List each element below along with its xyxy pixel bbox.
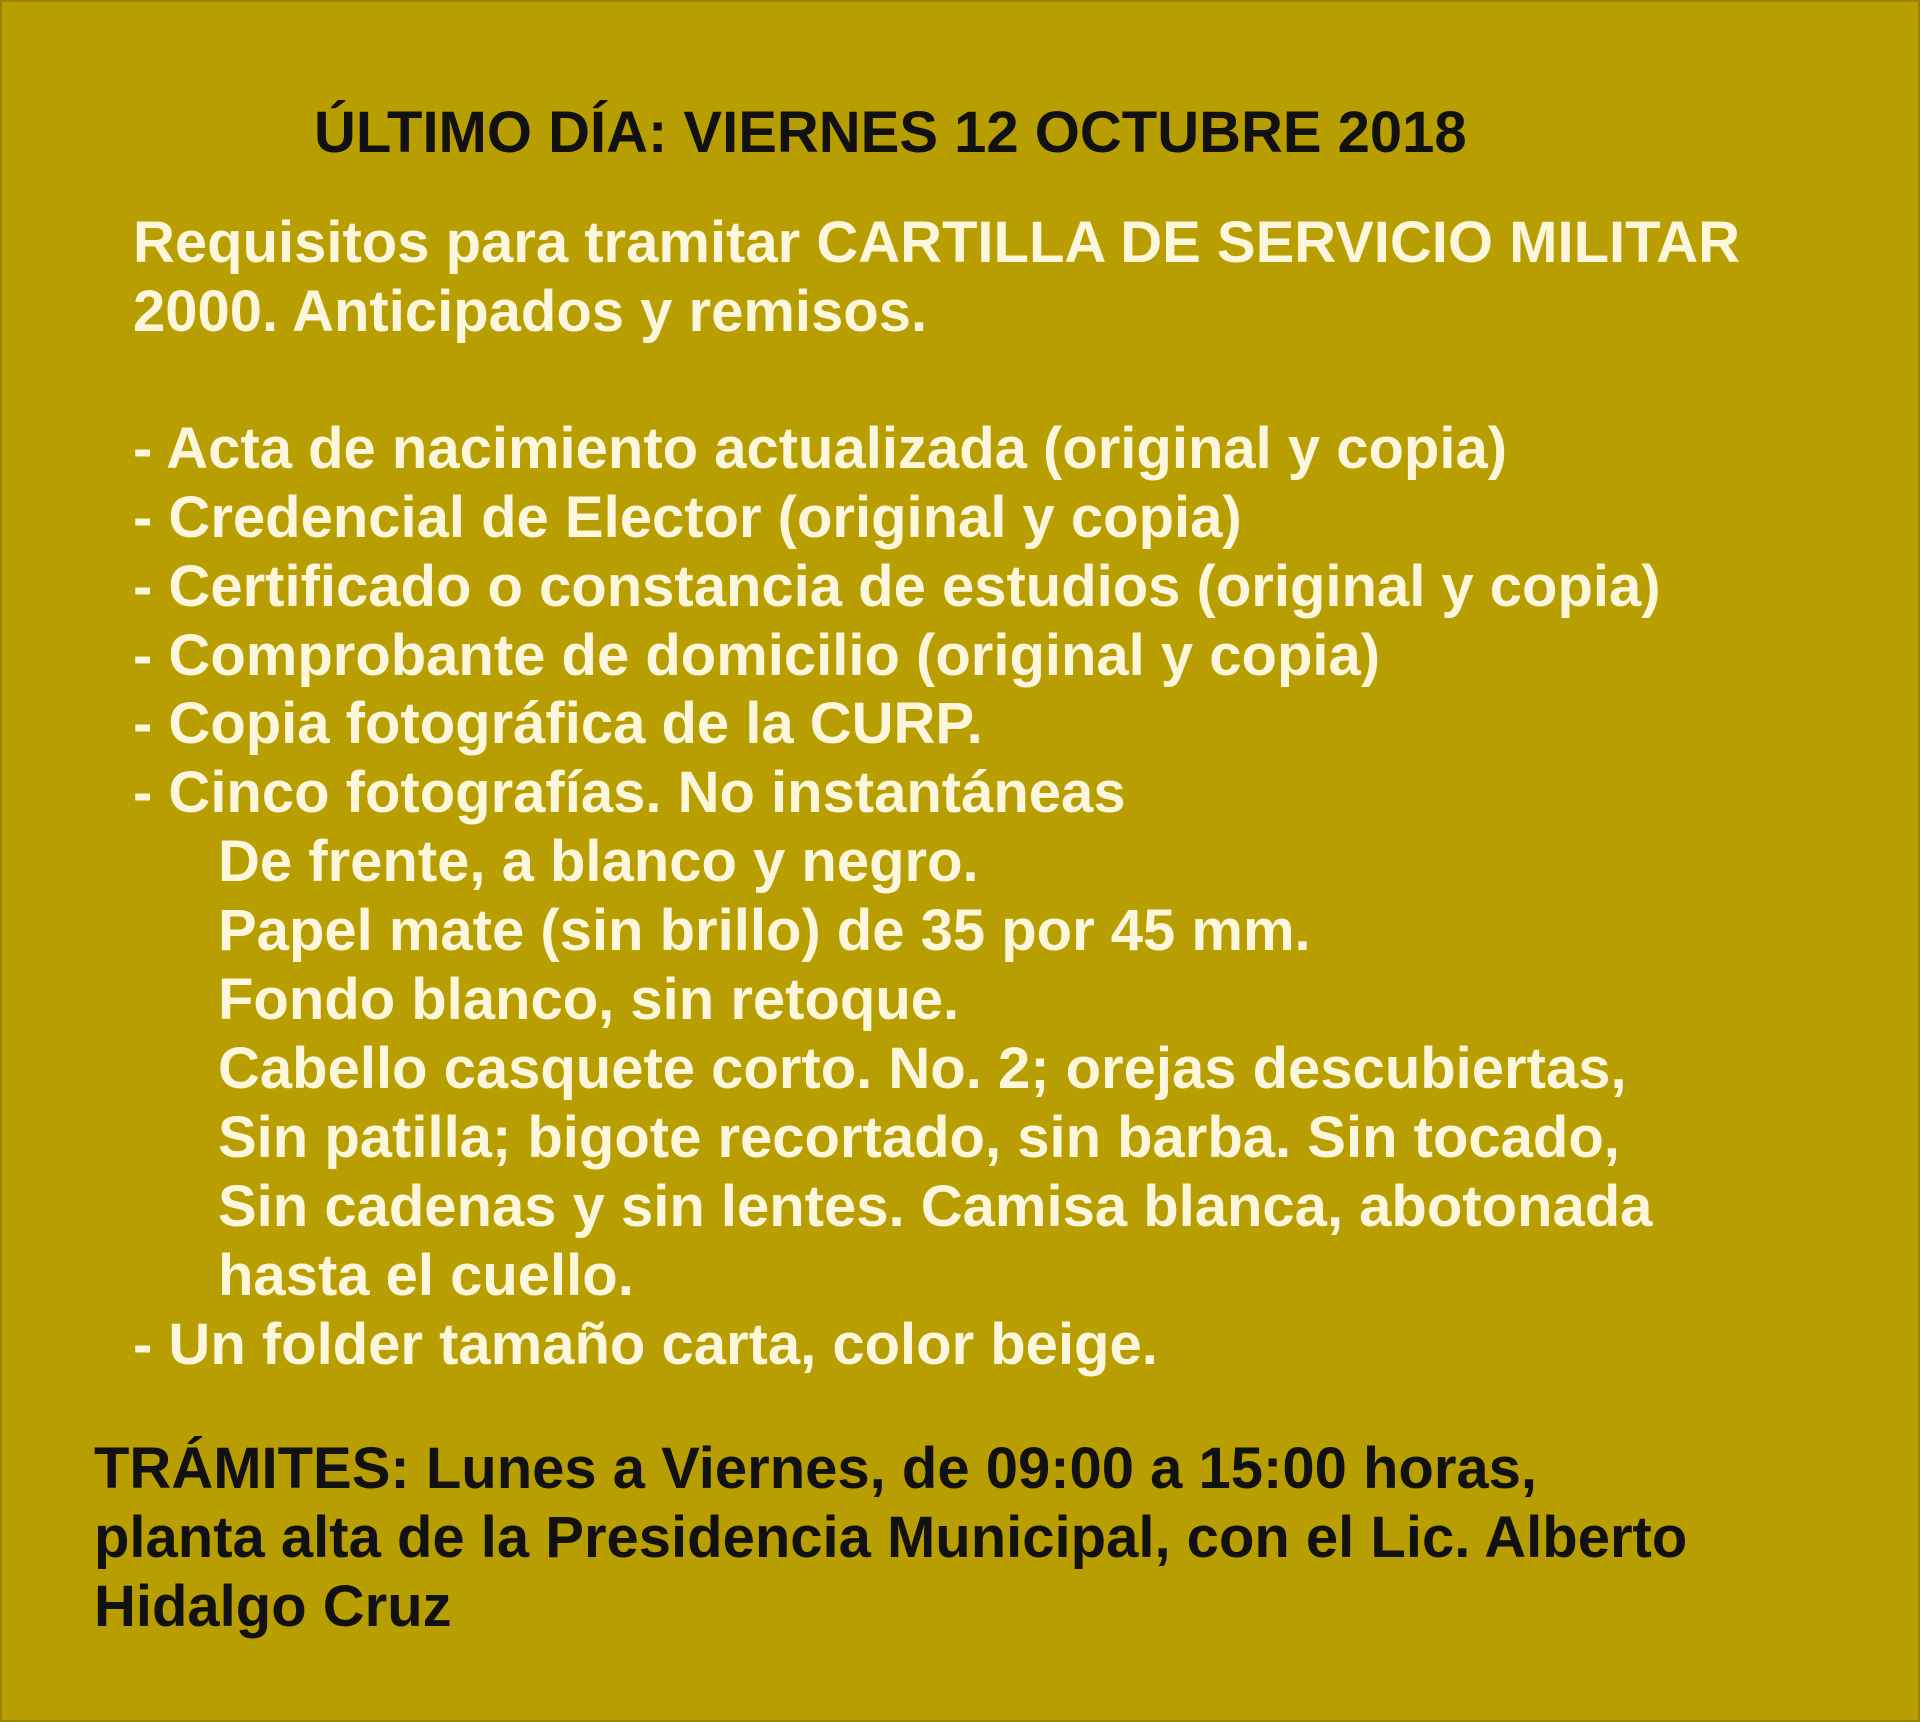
requirement-item: - Copia fotográfica de la CURP.	[133, 691, 983, 756]
photo-detail: Fondo blanco, sin retoque.	[218, 967, 960, 1032]
footer-line-1: TRÁMITES: Lunes a Viernes, de 09:00 a 15:00 horas,	[94, 1436, 1538, 1501]
deadline-heading: ÚLTIMO DÍA: VIERNES 12 OCTUBRE 2018	[314, 100, 1467, 165]
footer-line-2: planta alta de la Presidencia Municipal, con el Lic. Alberto	[94, 1505, 1688, 1570]
photo-detail: Papel mate (sin brillo) de 35 por 45 mm.	[218, 898, 1311, 963]
requirement-item: - Acta de nacimiento actualizada (original y copia)	[133, 416, 1508, 481]
intro-line-2: 2000. Anticipados y remisos.	[133, 279, 928, 344]
photo-detail: Sin patilla; bigote recortado, sin barba. Sin tocado,	[218, 1105, 1620, 1170]
requirement-item-last: - Un folder tamaño carta, color beige.	[133, 1312, 1158, 1377]
requirement-item: - Certificado o constancia de estudios (original y copia)	[133, 554, 1661, 619]
photo-detail: Cabello casquete corto. No. 2; orejas descubiertas,	[218, 1036, 1627, 1101]
requirement-item: - Credencial de Elector (original y copia)	[133, 485, 1242, 550]
photo-detail: Sin cadenas y sin lentes. Camisa blanca, abotonada	[218, 1174, 1653, 1239]
intro-line-1: Requisitos para tramitar CARTILLA DE SERVICIO MILITAR	[133, 210, 1741, 275]
photo-detail: De frente, a blanco y negro.	[218, 829, 979, 894]
footer-line-3: Hidalgo Cruz	[94, 1574, 452, 1639]
requirement-item: - Comprobante de domicilio (original y copia)	[133, 623, 1381, 688]
photo-detail: hasta el cuello.	[218, 1243, 634, 1308]
requirement-item: - Cinco fotografías. No instantáneas	[133, 760, 1126, 825]
